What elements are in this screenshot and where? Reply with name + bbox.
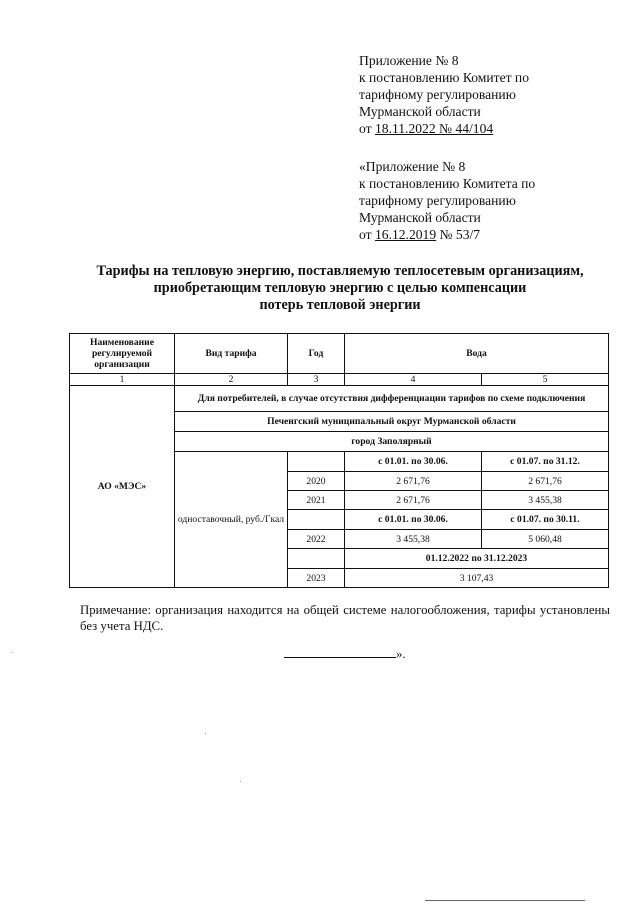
closing-line bbox=[284, 647, 406, 662]
closing-underline bbox=[284, 647, 396, 658]
header-tariff-type: Вид тарифа bbox=[175, 334, 288, 374]
header-line: Мурманской области bbox=[359, 210, 481, 225]
column-number: 1 bbox=[70, 374, 175, 386]
title-line: приобретающим тепловую энергию с целью компенсации bbox=[153, 280, 527, 296]
value-cell: 3 455,38 bbox=[482, 491, 609, 510]
column-number: 4 bbox=[345, 374, 482, 386]
tariff-type-value: одноставочный, руб./Гкал bbox=[175, 452, 288, 588]
note-text: Примечание: организация находится на общей системе налогообложения, тарифы установлены без учета НДС. bbox=[80, 603, 610, 633]
period-header: с 01.01. по 30.06. bbox=[345, 510, 482, 530]
value-cell: 5 060,48 bbox=[482, 530, 609, 549]
header-date-line: от 16.12.2019 № 53/7 bbox=[359, 227, 481, 242]
header-date: 18.11.2022 № 44/104 bbox=[374, 121, 494, 136]
header-water: Вода bbox=[345, 334, 609, 374]
scan-speck bbox=[205, 733, 206, 734]
column-number: 5 bbox=[482, 374, 609, 386]
header-line: к постановлению Комитет по bbox=[359, 70, 530, 85]
header-current-resolution bbox=[359, 52, 529, 137]
header-year: Год bbox=[288, 334, 345, 374]
section-consumers: Для потребителей, в случае отсутствия дифференциации тарифов по схеме подключения bbox=[175, 386, 609, 412]
bottom-rule bbox=[425, 900, 585, 901]
value-cell: 2 671,76 bbox=[345, 472, 482, 491]
header-line: Мурманской области bbox=[359, 104, 481, 119]
title-line: Тарифы на тепловую энергию, поставляемую теплосетевым организациям, bbox=[96, 263, 584, 279]
header-org: Наименование регулируемой организации bbox=[70, 334, 175, 374]
header-number: № 53/7 bbox=[436, 227, 481, 242]
year-cell: 2021 bbox=[288, 491, 345, 510]
closing-quote: ». bbox=[396, 647, 406, 661]
scan-speck bbox=[240, 781, 241, 782]
year-cell: 2022 bbox=[288, 530, 345, 549]
value-cell: 3 107,43 bbox=[345, 569, 609, 588]
value-cell: 2 671,76 bbox=[345, 491, 482, 510]
period-header: с 01.07. по 31.12. bbox=[482, 452, 609, 472]
title-line: потерь тепловой энергии bbox=[259, 297, 421, 313]
section-city: город Заполярный bbox=[175, 432, 609, 452]
period-header: 01.12.2022 по 31.12.2023 bbox=[345, 549, 609, 569]
year-cell: 2023 bbox=[288, 569, 345, 588]
header-date: 16.12.2019 bbox=[374, 227, 437, 242]
header-date-line: от 18.11.2022 № 44/104 bbox=[359, 121, 494, 136]
scan-speck bbox=[12, 652, 13, 653]
header-line: тарифному регулированию bbox=[359, 87, 516, 102]
value-cell: 2 671,76 bbox=[482, 472, 609, 491]
column-number: 2 bbox=[175, 374, 288, 386]
document-title bbox=[60, 263, 620, 314]
header-line: «Приложение № 8 bbox=[359, 159, 466, 174]
period-header: с 01.01. по 30.06. bbox=[345, 452, 482, 472]
header-line: Приложение № 8 bbox=[359, 53, 459, 68]
header-line: тарифному регулированию bbox=[359, 193, 516, 208]
value-cell: 3 455,38 bbox=[345, 530, 482, 549]
header-line: к постановлению Комитета по bbox=[359, 176, 536, 191]
section-district: Печенгский муниципальный округ Мурманской области bbox=[175, 412, 609, 432]
header-original-resolution bbox=[359, 158, 535, 243]
year-cell: 2020 bbox=[288, 472, 345, 491]
column-number: 3 bbox=[288, 374, 345, 386]
tariff-table bbox=[69, 333, 609, 588]
org-name: АО «МЭС» bbox=[70, 386, 175, 588]
period-header: с 01.07. по 30.11. bbox=[482, 510, 609, 530]
